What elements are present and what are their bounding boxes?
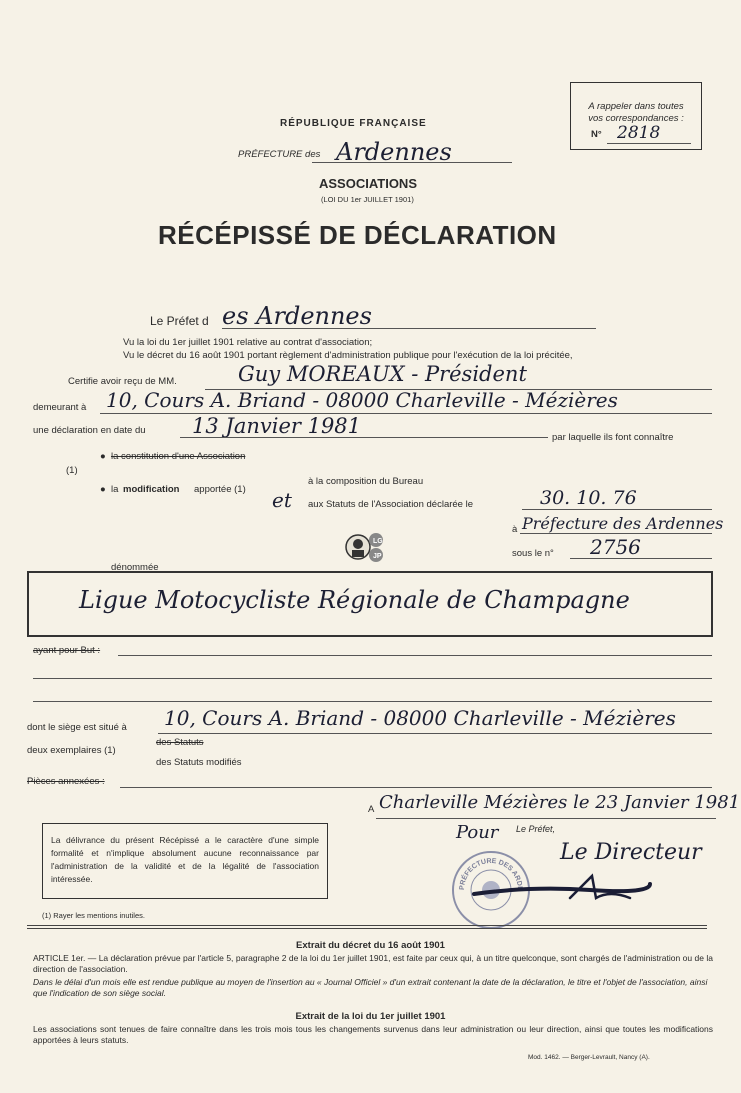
notice-box (42, 823, 328, 899)
date-label: une déclaration en date du (33, 425, 146, 436)
et-handwritten: et (272, 488, 292, 512)
svg-text:JP: JP (373, 553, 382, 560)
siege-label: dont le siège est situé à (27, 722, 127, 733)
associations-heading: ASSOCIATIONS (319, 176, 417, 191)
reference-line2: vos correspondances : (588, 113, 684, 124)
constitution-option: la constitution d'une Association (111, 451, 246, 462)
signature-le-directeur: Le Directeur (560, 840, 702, 865)
extract2-p1: Les associations sont tenues de faire connaître dans les trois mois tous les changements survenus dans leur administration ou leur direction, ainsi que toutes les modifications apportées à leurs statuts. (33, 1024, 713, 1045)
signature-place-date: Charleville Mézières le 23 Janvier 1981 (379, 792, 741, 813)
signature-place-prefix: A (368, 804, 375, 815)
extract1-p1: ARTICLE 1er. — La déclaration prévue par l'article 5, paragraphe 2 de la loi du 1er juillet 1901, est faite par ceux qui, à un titre quelconque, sont chargés de l'administration ou de la direction de l'association. (33, 953, 713, 974)
pieces-label: Pièces annexées : (27, 776, 105, 787)
certifie-label: Certifie avoir reçu de MM. (68, 376, 177, 387)
svg-text:LG: LG (373, 538, 383, 545)
bullet-modification: ● (100, 484, 106, 495)
reference-no-value: 2818 (617, 123, 661, 143)
reference-line1: A rappeler dans toutes (588, 101, 684, 112)
vu-loi: Vu la loi du 1er juillet 1901 relative au contrat d'association; (123, 337, 373, 348)
demeurant-value: 10, Cours A. Briand - 08000 Charleville - Mézières (106, 388, 618, 412)
statuts-date: 30. 10. 76 (540, 487, 637, 509)
footnote: (1) Rayer les mentions inutiles. (42, 911, 145, 920)
statuts-option: aux Statuts de l'Association déclarée le (308, 499, 473, 510)
prefet-label: Le Préfet d (150, 314, 209, 328)
date-value: 13 Janvier 1981 (192, 414, 362, 438)
denomination-value: Ligue Motocycliste Régionale de Champagne (79, 586, 630, 614)
republic-heading: RÉPUBLIQUE FRANÇAISE (280, 118, 427, 129)
denomination-box (27, 571, 713, 637)
extract2-title: Extrait de la loi du 1er juillet 1901 (295, 1011, 446, 1022)
lgjp-logo (344, 530, 388, 564)
sous-value: 2756 (590, 535, 641, 559)
par-laquelle: par laquelle ils font connaître (552, 432, 674, 443)
a-value: Préfecture des Ardennes (522, 514, 724, 533)
exemplaires-opt2: des Statuts modifiés (156, 757, 242, 768)
denommee-label: dénommée (111, 562, 159, 573)
modification-bold: modification (123, 484, 180, 495)
siege-value: 10, Cours A. Briand - 08000 Charleville - Mézières (164, 706, 676, 730)
footnote-mark: (1) (66, 465, 78, 476)
modification-suffix: apportée (1) (194, 484, 246, 495)
signature-le-prefet: Le Préfet, (516, 824, 556, 834)
extract1-title: Extrait du décret du 16 août 1901 (296, 940, 445, 951)
demeurant-label: demeurant à (33, 402, 87, 413)
page-title: RÉCÉPISSÉ DE DÉCLARATION (158, 220, 557, 250)
bureau-option: à la composition du Bureau (308, 476, 424, 487)
modification-prefix: la (111, 484, 119, 495)
reference-box (570, 82, 702, 150)
prefecture-name: Ardennes (336, 138, 452, 166)
certifie-value: Guy MOREAUX - Président (238, 362, 527, 386)
a-label: à (512, 524, 518, 535)
extract1-p2: Dans le délai d'un mois elle est rendue publique au moyen de l'insertion au « Journal Officiel » d'un extrait contenant la date de la déclaration, le titre et l'objet de l'association, ainsi que l'indication de son siège social. (33, 977, 708, 998)
notice-text: La délivrance du présent Récépissé a le caractère d'une simple formalité et n'implique absolument aucune reconnaissance par l'administration de la validité et de la légalité de l'association intéressée. (51, 835, 319, 884)
stamp-text: PRÉFECTURE DES ARDE (458, 857, 524, 892)
prefet-value: es Ardennes (222, 302, 372, 330)
bullet-constitution: ● (100, 451, 106, 462)
signature-scribble (470, 868, 660, 908)
vu-decret: Vu le décret du 16 août 1901 portant règlement d'administration publique pour l'exécution de la loi précitée, (123, 350, 573, 361)
exemplaires-label: deux exemplaires (1) (27, 745, 116, 756)
but-label: ayant pour But : (33, 645, 101, 656)
prefecture-label: PRÉFECTURE des (238, 149, 321, 160)
sous-label: sous le n° (512, 548, 554, 559)
reference-no-label: N° (591, 129, 602, 140)
law-heading: (LOI DU 1er JUILLET 1901) (321, 195, 414, 204)
signature-pour: Pour (456, 822, 499, 843)
exemplaires-opt1: des Statuts (156, 737, 204, 748)
imprint: Mod. 1462. — Berger-Levrault, Nancy (A). (528, 1054, 650, 1061)
